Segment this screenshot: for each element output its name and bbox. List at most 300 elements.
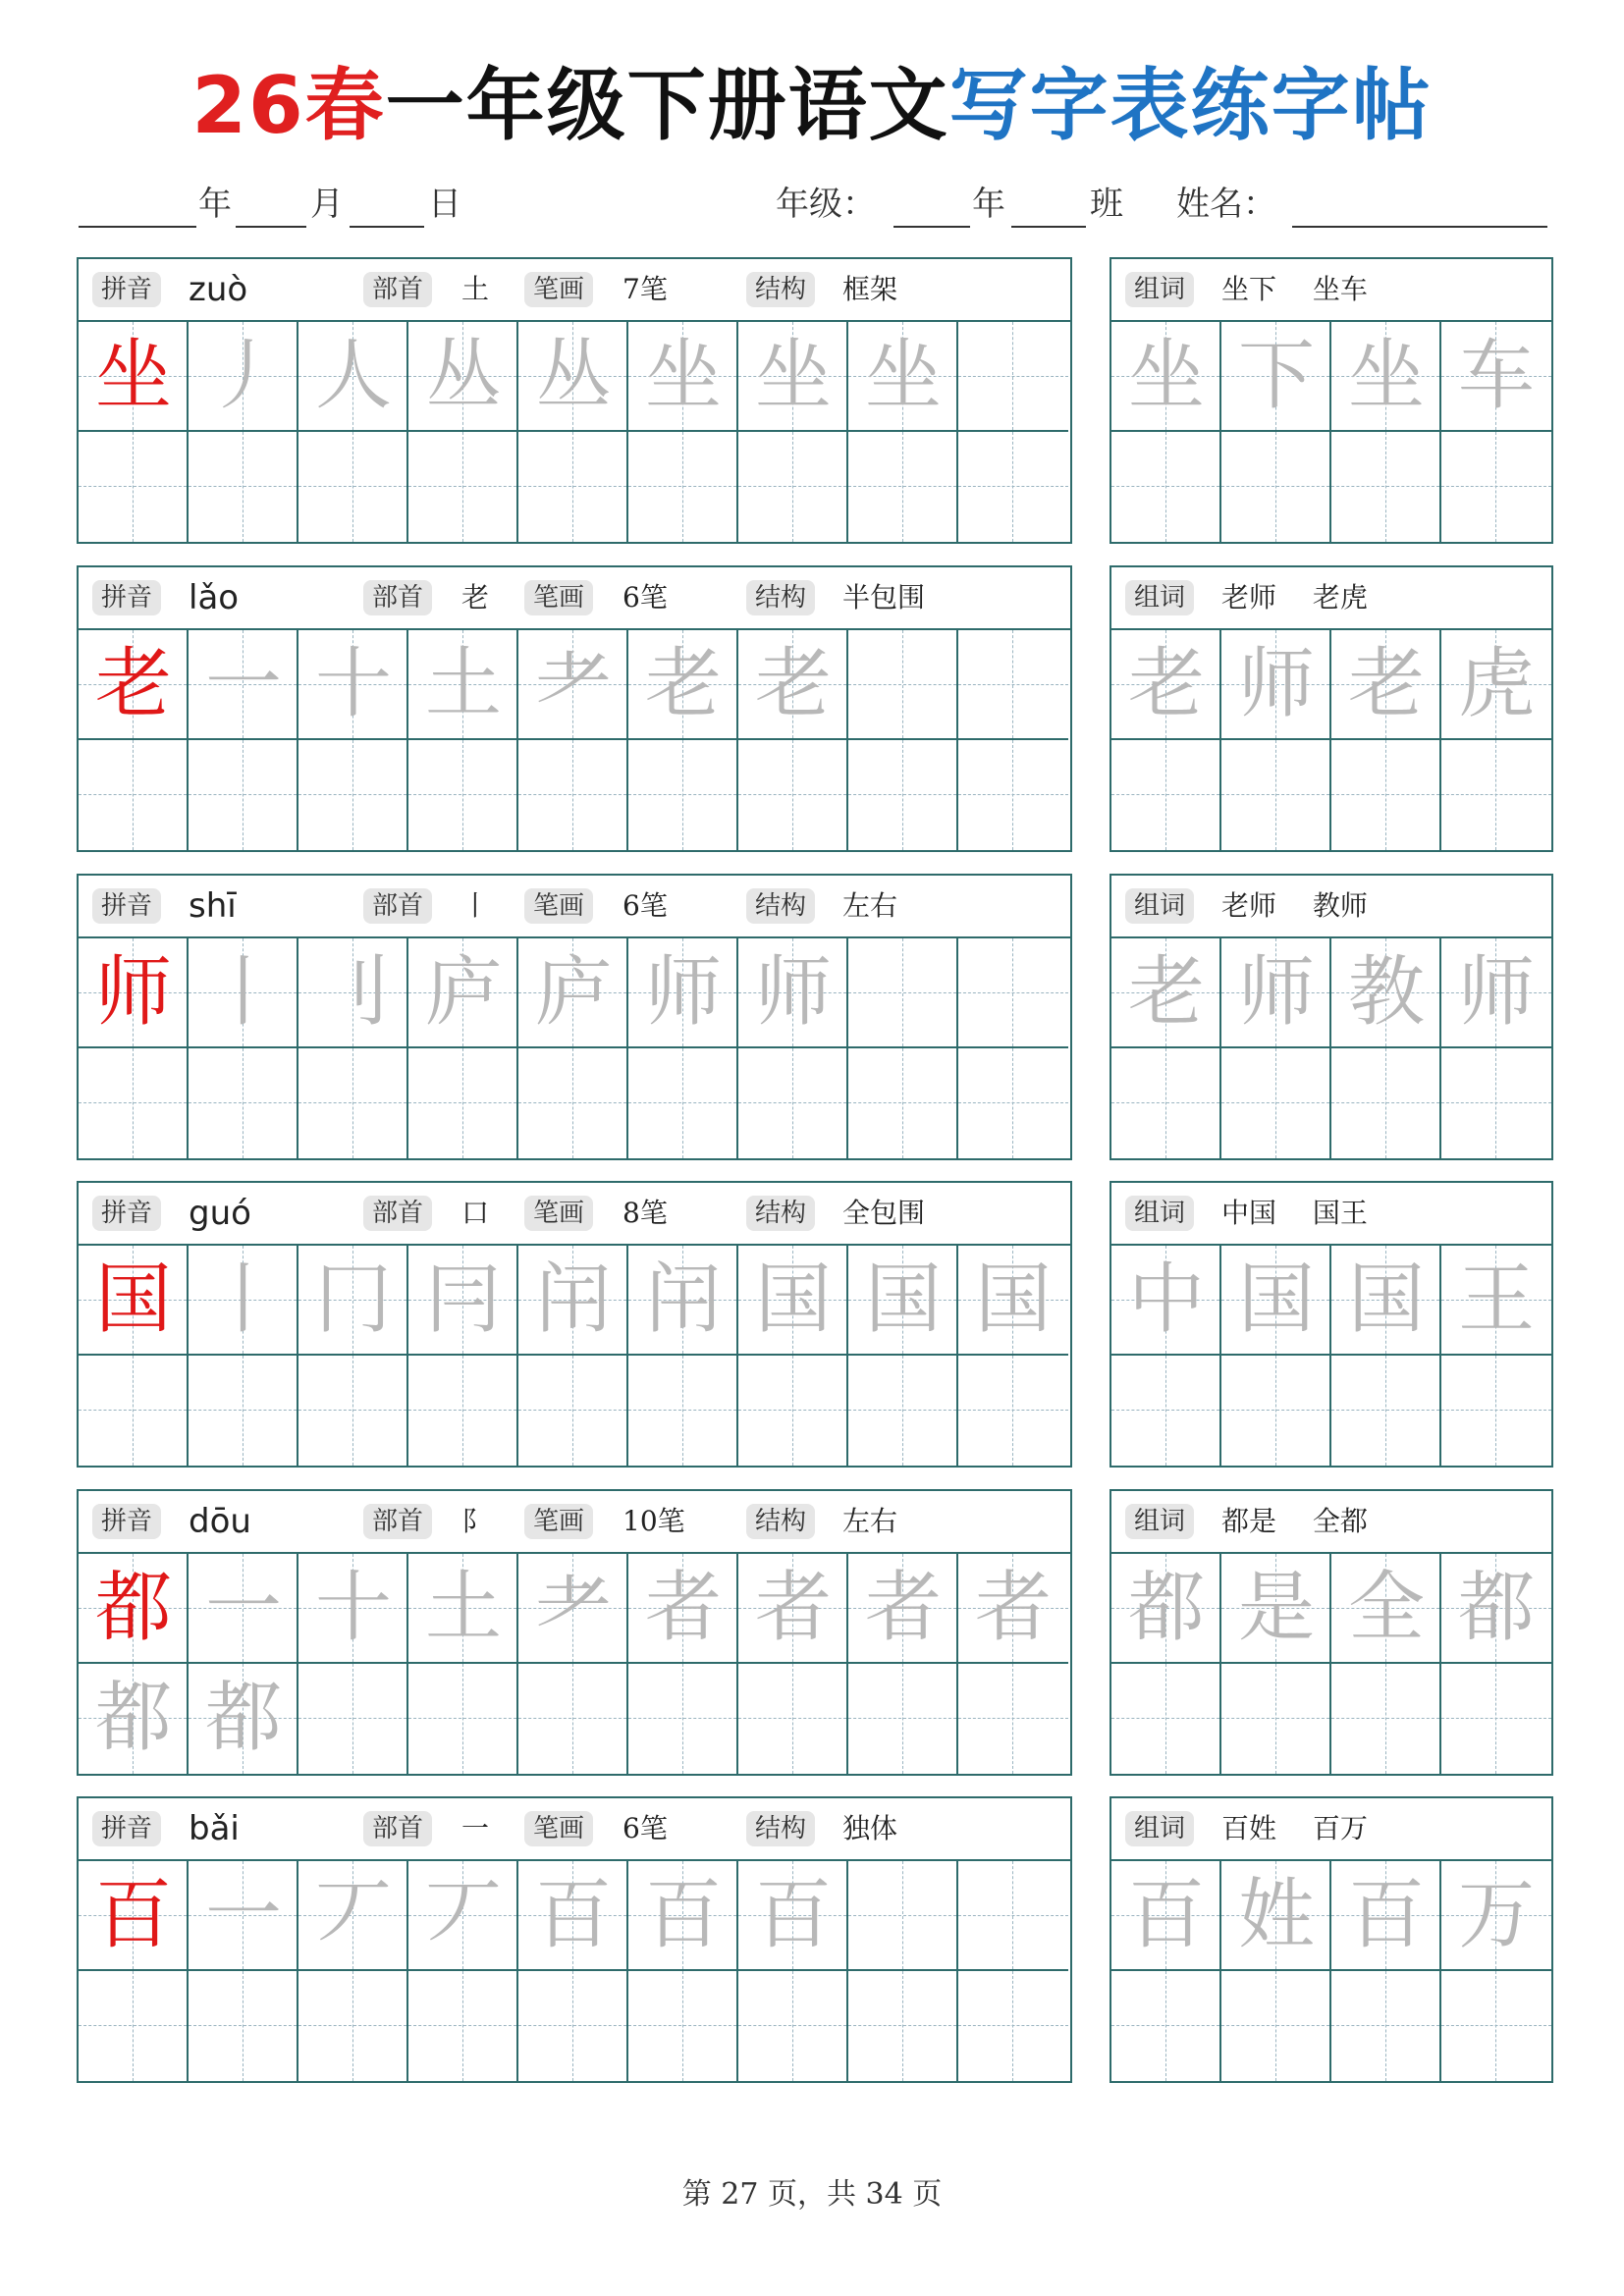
stroke-step-char: 者 bbox=[974, 1564, 1052, 1652]
pinyin-label: 拼音 bbox=[92, 1196, 161, 1231]
info-line bbox=[0, 183, 1624, 232]
grid-cell[interactable] bbox=[189, 630, 298, 740]
stroke-step-char: 丨 bbox=[204, 1255, 282, 1344]
char-practice-card bbox=[77, 1796, 1072, 2083]
grid-cell[interactable] bbox=[1331, 1971, 1441, 2081]
grid-cell[interactable] bbox=[518, 1048, 628, 1158]
grid-cell[interactable] bbox=[1111, 432, 1221, 542]
grid-cell[interactable] bbox=[1111, 740, 1221, 850]
word-trace-char: 王 bbox=[1457, 1255, 1535, 1344]
structure-value: 全包围 bbox=[842, 1197, 926, 1229]
radical-value: 口 bbox=[461, 1197, 490, 1229]
grid-cell[interactable] bbox=[1111, 1246, 1221, 1356]
grid-cell[interactable] bbox=[848, 938, 958, 1048]
grid-cell[interactable] bbox=[79, 740, 189, 850]
grid-cell[interactable] bbox=[298, 630, 408, 740]
grid-cell[interactable] bbox=[518, 1246, 628, 1356]
grid-cell[interactable] bbox=[1441, 1861, 1551, 1971]
radical-value: 老 bbox=[461, 581, 490, 614]
strokes-value: 6笔 bbox=[623, 1812, 668, 1844]
grid-cell[interactable] bbox=[1441, 1048, 1551, 1158]
grid-cell[interactable] bbox=[1221, 1356, 1331, 1466]
stroke-step-char: 百 bbox=[644, 1871, 722, 1959]
word-trace-char: 师 bbox=[1237, 640, 1315, 728]
radical-label: 部首 bbox=[363, 580, 432, 615]
char-info-header bbox=[79, 567, 1070, 630]
year-label: 年 bbox=[198, 185, 232, 224]
grid-cell[interactable] bbox=[958, 630, 1068, 740]
grid-cell[interactable] bbox=[1331, 1664, 1441, 1774]
grid-cell[interactable] bbox=[1331, 630, 1441, 740]
grid-cell[interactable] bbox=[189, 1861, 298, 1971]
grid-cell[interactable] bbox=[298, 322, 408, 432]
grid-cell[interactable] bbox=[298, 938, 408, 1048]
grid-cell[interactable] bbox=[738, 1861, 848, 1971]
words-label: 组词 bbox=[1125, 1811, 1194, 1846]
grid-cell[interactable] bbox=[1221, 740, 1331, 850]
pinyin-value: bǎi bbox=[189, 1809, 240, 1848]
grid-cell[interactable] bbox=[1221, 1554, 1331, 1664]
grid-cell[interactable] bbox=[1111, 1971, 1221, 2081]
grid-cell[interactable] bbox=[408, 1971, 518, 2081]
grid-cell[interactable] bbox=[408, 630, 518, 740]
model-char: 都 bbox=[94, 1564, 172, 1652]
char-practice-card bbox=[77, 1181, 1072, 1468]
grid-cell[interactable] bbox=[518, 630, 628, 740]
word-info-header bbox=[1111, 1798, 1551, 1861]
grid-cell[interactable] bbox=[298, 1861, 408, 1971]
radical-value: 土 bbox=[461, 273, 490, 305]
grid-cell[interactable] bbox=[189, 322, 298, 432]
grid-cell[interactable] bbox=[79, 1554, 189, 1664]
word-trace-char: 国 bbox=[1347, 1255, 1425, 1344]
structure-label: 结构 bbox=[746, 580, 815, 615]
char-info-header bbox=[79, 259, 1070, 322]
grade-year-blank bbox=[893, 226, 970, 228]
grid-cell[interactable] bbox=[1111, 1356, 1221, 1466]
grid-cell[interactable] bbox=[1221, 938, 1331, 1048]
grid-cell[interactable] bbox=[628, 1971, 738, 2081]
grid-cell[interactable] bbox=[79, 630, 189, 740]
word-practice-card bbox=[1110, 1181, 1553, 1468]
grid-cell[interactable] bbox=[738, 1048, 848, 1158]
grid-cell[interactable] bbox=[408, 1246, 518, 1356]
word-trace-char: 虎 bbox=[1457, 640, 1535, 728]
stroke-step-char: 者 bbox=[864, 1564, 942, 1652]
structure-value: 框架 bbox=[842, 273, 898, 305]
stroke-step-char: 耂 bbox=[534, 1564, 612, 1652]
stroke-step-char: 百 bbox=[754, 1871, 832, 1959]
stroke-step-char: 土 bbox=[424, 640, 502, 728]
grid-cell[interactable] bbox=[189, 432, 298, 542]
word-info-header bbox=[1111, 1491, 1551, 1554]
title-part-2: 一年级下册语文 bbox=[385, 60, 949, 151]
class-label: 班 bbox=[1090, 185, 1123, 224]
char-info-header bbox=[79, 1491, 1070, 1554]
pinyin-label: 拼音 bbox=[92, 580, 161, 615]
grid-cell[interactable] bbox=[298, 1971, 408, 2081]
grid-cell[interactable] bbox=[518, 938, 628, 1048]
grid-cell[interactable] bbox=[518, 1554, 628, 1664]
grid-cell[interactable] bbox=[738, 1664, 848, 1774]
radical-value: 丨 bbox=[461, 889, 490, 922]
words-label: 组词 bbox=[1125, 1504, 1194, 1539]
grid-cell[interactable] bbox=[298, 432, 408, 542]
grid-cell[interactable] bbox=[1111, 1554, 1221, 1664]
grid-cell[interactable] bbox=[408, 322, 518, 432]
grid-cell[interactable] bbox=[518, 432, 628, 542]
stroke-step-char: 一 bbox=[204, 1564, 282, 1652]
stroke-step-char: 师 bbox=[754, 948, 832, 1037]
word-trace-char: 国 bbox=[1237, 1255, 1315, 1344]
stroke-step-char: 庐 bbox=[424, 948, 502, 1037]
structure-value: 独体 bbox=[842, 1812, 898, 1844]
pinyin-value: shī bbox=[189, 886, 237, 926]
grid-cell[interactable] bbox=[738, 740, 848, 850]
year-blank bbox=[79, 226, 196, 228]
grid-cell[interactable] bbox=[628, 938, 738, 1048]
name-blank bbox=[1292, 226, 1547, 228]
grid-cell[interactable] bbox=[628, 1861, 738, 1971]
structure-value: 左右 bbox=[842, 1505, 898, 1537]
model-char: 坐 bbox=[94, 332, 172, 420]
grid-cell[interactable] bbox=[738, 1356, 848, 1466]
grid-cell[interactable] bbox=[628, 1048, 738, 1158]
grid-cell[interactable] bbox=[79, 1048, 189, 1158]
grid-cell[interactable] bbox=[298, 1048, 408, 1158]
pinyin-label: 拼音 bbox=[92, 272, 161, 307]
strokes-value: 6笔 bbox=[623, 889, 668, 922]
grid-cell[interactable] bbox=[1441, 740, 1551, 850]
grid-cell[interactable] bbox=[848, 1664, 958, 1774]
radical-label: 部首 bbox=[363, 888, 432, 924]
words-value: 老师 老虎 bbox=[1221, 581, 1368, 614]
grid-cell[interactable] bbox=[298, 1664, 408, 1774]
grid-cell[interactable] bbox=[408, 1356, 518, 1466]
strokes-value: 8笔 bbox=[623, 1197, 668, 1229]
grid-cell[interactable] bbox=[1221, 1861, 1331, 1971]
grid-cell[interactable] bbox=[79, 1861, 189, 1971]
grid-cell[interactable] bbox=[848, 322, 958, 432]
strokes-value: 7笔 bbox=[623, 273, 668, 305]
model-char: 老 bbox=[94, 640, 172, 728]
month-blank bbox=[236, 226, 306, 228]
char-info-header bbox=[79, 1798, 1070, 1861]
grid-cell[interactable] bbox=[189, 1356, 298, 1466]
stroke-step-char: 冂 bbox=[314, 1255, 392, 1344]
grid-cell[interactable] bbox=[1331, 322, 1441, 432]
grid-cell[interactable] bbox=[848, 1048, 958, 1158]
word-trace-char: 全 bbox=[1347, 1564, 1425, 1652]
stroke-step-char: 国 bbox=[754, 1255, 832, 1344]
pinyin-label: 拼音 bbox=[92, 888, 161, 924]
grid-cell[interactable] bbox=[189, 1554, 298, 1664]
stroke-step-char: 百 bbox=[534, 1871, 612, 1959]
grid-cell[interactable] bbox=[848, 740, 958, 850]
grid-cell[interactable] bbox=[79, 432, 189, 542]
pinyin-value: zuò bbox=[189, 270, 248, 309]
grid-cell[interactable] bbox=[408, 1554, 518, 1664]
grid-cell[interactable] bbox=[189, 1246, 298, 1356]
strokes-label: 笔画 bbox=[524, 1196, 593, 1231]
model-char: 国 bbox=[94, 1255, 172, 1344]
grid-cell[interactable] bbox=[298, 740, 408, 850]
word-info-header bbox=[1111, 567, 1551, 630]
page-footer: 第 27 页，共 34 页 bbox=[681, 2177, 943, 2212]
name-label: 姓名： bbox=[1176, 185, 1276, 224]
grid-cell[interactable] bbox=[738, 938, 848, 1048]
grid-cell[interactable] bbox=[298, 1554, 408, 1664]
grid-cell[interactable] bbox=[958, 1971, 1068, 2081]
grid-cell[interactable] bbox=[848, 630, 958, 740]
grid-cell[interactable] bbox=[189, 1048, 298, 1158]
words-label: 组词 bbox=[1125, 888, 1194, 924]
grid-cell[interactable] bbox=[1331, 1861, 1441, 1971]
grid-cell[interactable] bbox=[518, 322, 628, 432]
grid-cell[interactable] bbox=[518, 1971, 628, 2081]
grid-cell[interactable] bbox=[1441, 1664, 1551, 1774]
grid-cell[interactable] bbox=[1331, 1554, 1441, 1664]
grid-cell[interactable] bbox=[958, 1356, 1068, 1466]
grid-cell[interactable] bbox=[958, 740, 1068, 850]
grid-cell[interactable] bbox=[848, 1861, 958, 1971]
stroke-step-char: 土 bbox=[424, 1564, 502, 1652]
day-blank bbox=[350, 226, 424, 228]
grid-cell[interactable] bbox=[1111, 938, 1221, 1048]
grid-cell[interactable] bbox=[958, 1664, 1068, 1774]
word-trace-char: 老 bbox=[1127, 948, 1205, 1037]
grid-cell[interactable] bbox=[518, 1356, 628, 1466]
stroke-step-char: 国 bbox=[864, 1255, 942, 1344]
strokes-value: 10笔 bbox=[623, 1505, 685, 1537]
grid-cell[interactable] bbox=[1441, 630, 1551, 740]
grid-cell[interactable] bbox=[408, 938, 518, 1048]
grid-cell[interactable] bbox=[1331, 1356, 1441, 1466]
stroke-step-char: 者 bbox=[754, 1564, 832, 1652]
word-trace-char: 坐 bbox=[1127, 332, 1205, 420]
grid-cell[interactable] bbox=[1441, 1554, 1551, 1664]
grid-cell[interactable] bbox=[298, 1356, 408, 1466]
pinyin-label: 拼音 bbox=[92, 1504, 161, 1539]
grid-cell[interactable] bbox=[628, 1356, 738, 1466]
grid-cell[interactable] bbox=[738, 630, 848, 740]
grid-cell[interactable] bbox=[408, 1664, 518, 1774]
grid-cell[interactable] bbox=[79, 1356, 189, 1466]
grid-cell[interactable] bbox=[738, 1246, 848, 1356]
grid-cell[interactable] bbox=[189, 1664, 298, 1774]
stroke-step-char: 庐 bbox=[534, 948, 612, 1037]
stroke-step-char: 坐 bbox=[754, 332, 832, 420]
grid-cell[interactable] bbox=[1331, 740, 1441, 850]
radical-value: 阝 bbox=[461, 1505, 490, 1537]
stroke-step-char: 闬 bbox=[534, 1255, 612, 1344]
grid-cell[interactable] bbox=[958, 1048, 1068, 1158]
grid-cell[interactable] bbox=[738, 1554, 848, 1664]
grid-cell[interactable] bbox=[628, 1246, 738, 1356]
grid-cell[interactable] bbox=[1331, 1246, 1441, 1356]
grid-cell[interactable] bbox=[189, 1971, 298, 2081]
grid-cell[interactable] bbox=[1441, 938, 1551, 1048]
pinyin-label: 拼音 bbox=[92, 1811, 161, 1846]
char-practice-card bbox=[77, 565, 1072, 852]
grid-cell[interactable] bbox=[1221, 1664, 1331, 1774]
grid-cell[interactable] bbox=[628, 740, 738, 850]
grid-cell[interactable] bbox=[958, 322, 1068, 432]
model-char: 百 bbox=[94, 1871, 172, 1959]
grid-cell[interactable] bbox=[738, 1971, 848, 2081]
word-info-header bbox=[1111, 1183, 1551, 1246]
stroke-step-char: 十 bbox=[314, 1564, 392, 1652]
grid-cell[interactable] bbox=[1221, 1971, 1331, 2081]
grid-cell[interactable] bbox=[79, 1664, 189, 1774]
word-trace-char: 教 bbox=[1347, 948, 1425, 1037]
grid-cell[interactable] bbox=[1221, 630, 1331, 740]
stroke-step-char: 丆 bbox=[314, 1871, 392, 1959]
words-label: 组词 bbox=[1125, 580, 1194, 615]
grid-cell[interactable] bbox=[1331, 1048, 1441, 1158]
grid-cell[interactable] bbox=[958, 1554, 1068, 1664]
grid-cell[interactable] bbox=[518, 740, 628, 850]
words-value: 都是 全都 bbox=[1221, 1505, 1368, 1537]
grade-label: 年级： bbox=[776, 185, 876, 224]
strokes-value: 6笔 bbox=[623, 581, 668, 614]
grid-cell[interactable] bbox=[79, 938, 189, 1048]
char-practice-card bbox=[77, 874, 1072, 1160]
grid-cell[interactable] bbox=[1221, 432, 1331, 542]
grid-cell[interactable] bbox=[408, 1861, 518, 1971]
grid-cell[interactable] bbox=[1221, 1246, 1331, 1356]
grade-year-label: 年 bbox=[972, 185, 1005, 224]
word-trace-char: 师 bbox=[1457, 948, 1535, 1037]
grid-cell[interactable] bbox=[1441, 1356, 1551, 1466]
word-trace-char: 都 bbox=[1457, 1564, 1535, 1652]
word-practice-card bbox=[1110, 1489, 1553, 1776]
grid-cell[interactable] bbox=[518, 1861, 628, 1971]
grid-cell[interactable] bbox=[408, 432, 518, 542]
word-trace-char: 老 bbox=[1127, 640, 1205, 728]
stroke-step-char: 师 bbox=[644, 948, 722, 1037]
grid-cell[interactable] bbox=[958, 1861, 1068, 1971]
grid-cell[interactable] bbox=[848, 432, 958, 542]
word-practice-card bbox=[1110, 874, 1553, 1160]
stroke-step-char: 都 bbox=[204, 1674, 282, 1762]
grid-cell[interactable] bbox=[1221, 322, 1331, 432]
grid-cell[interactable] bbox=[738, 322, 848, 432]
stroke-step-char: 丛 bbox=[534, 332, 612, 420]
words-value: 老师 教师 bbox=[1221, 889, 1368, 922]
grid-cell[interactable] bbox=[848, 1554, 958, 1664]
grid-cell[interactable] bbox=[1111, 1861, 1221, 1971]
pinyin-value: lǎo bbox=[189, 578, 240, 617]
page-title bbox=[0, 57, 1624, 155]
strokes-label: 笔画 bbox=[524, 272, 593, 307]
stroke-step-char: 一 bbox=[204, 1871, 282, 1959]
grid-cell[interactable] bbox=[958, 1246, 1068, 1356]
stroke-step-char: 老 bbox=[754, 640, 832, 728]
word-trace-char: 万 bbox=[1457, 1871, 1535, 1959]
stroke-step-char: 坐 bbox=[644, 332, 722, 420]
radical-label: 部首 bbox=[363, 1196, 432, 1231]
grid-cell[interactable] bbox=[189, 740, 298, 850]
char-info-header bbox=[79, 1183, 1070, 1246]
word-trace-char: 车 bbox=[1457, 332, 1535, 420]
grid-cell[interactable] bbox=[79, 322, 189, 432]
grid-cell[interactable] bbox=[628, 630, 738, 740]
word-practice-card bbox=[1110, 1796, 1553, 2083]
grid-cell[interactable] bbox=[848, 1971, 958, 2081]
grid-cell[interactable] bbox=[1441, 432, 1551, 542]
char-practice-card bbox=[77, 1489, 1072, 1776]
words-value: 百姓 百万 bbox=[1221, 1812, 1368, 1844]
pinyin-value: dōu bbox=[189, 1502, 251, 1541]
grid-cell[interactable] bbox=[738, 432, 848, 542]
strokes-label: 笔画 bbox=[524, 1504, 593, 1539]
stroke-step-char: 一 bbox=[204, 640, 282, 728]
grid-cell[interactable] bbox=[298, 1246, 408, 1356]
grid-cell[interactable] bbox=[958, 432, 1068, 542]
grid-cell[interactable] bbox=[518, 1664, 628, 1774]
title-part-1: 26春 bbox=[191, 60, 386, 151]
grid-cell[interactable] bbox=[1331, 432, 1441, 542]
stroke-step-char: 人 bbox=[314, 332, 392, 420]
words-label: 组词 bbox=[1125, 272, 1194, 307]
strokes-label: 笔画 bbox=[524, 888, 593, 924]
word-trace-char: 中 bbox=[1127, 1255, 1205, 1344]
stroke-step-char: 国 bbox=[974, 1255, 1052, 1344]
grid-cell[interactable] bbox=[848, 1246, 958, 1356]
grid-cell[interactable] bbox=[1331, 938, 1441, 1048]
model-char: 师 bbox=[94, 948, 172, 1037]
grid-cell[interactable] bbox=[958, 938, 1068, 1048]
words-value: 中国 国王 bbox=[1221, 1197, 1368, 1229]
grid-cell[interactable] bbox=[628, 322, 738, 432]
grid-cell[interactable] bbox=[628, 1554, 738, 1664]
words-value: 坐下 坐车 bbox=[1221, 273, 1368, 305]
word-trace-char: 坐 bbox=[1347, 332, 1425, 420]
word-trace-char: 姓 bbox=[1237, 1871, 1315, 1959]
structure-label: 结构 bbox=[746, 1504, 815, 1539]
structure-value: 左右 bbox=[842, 889, 898, 922]
title-part-3: 写字表练字帖 bbox=[948, 60, 1433, 151]
grid-cell[interactable] bbox=[1441, 1971, 1551, 2081]
structure-label: 结构 bbox=[746, 1811, 815, 1846]
grid-cell[interactable] bbox=[408, 740, 518, 850]
char-info-header bbox=[79, 876, 1070, 938]
word-trace-char: 百 bbox=[1127, 1871, 1205, 1959]
grid-cell[interactable] bbox=[1111, 630, 1221, 740]
grid-cell[interactable] bbox=[189, 938, 298, 1048]
grid-cell[interactable] bbox=[1111, 1048, 1221, 1158]
stroke-step-char: 闬 bbox=[644, 1255, 722, 1344]
grid-cell[interactable] bbox=[79, 1971, 189, 2081]
radical-label: 部首 bbox=[363, 1811, 432, 1846]
grid-cell[interactable] bbox=[1441, 322, 1551, 432]
grid-cell[interactable] bbox=[79, 1246, 189, 1356]
word-info-header bbox=[1111, 259, 1551, 322]
grid-cell[interactable] bbox=[628, 1664, 738, 1774]
grid-cell[interactable] bbox=[848, 1356, 958, 1466]
stroke-step-char: 丛 bbox=[424, 332, 502, 420]
stroke-step-char: 冃 bbox=[424, 1255, 502, 1344]
grid-cell[interactable] bbox=[408, 1048, 518, 1158]
grid-cell[interactable] bbox=[628, 432, 738, 542]
word-practice-card bbox=[1110, 565, 1553, 852]
grid-cell[interactable] bbox=[1221, 1048, 1331, 1158]
words-label: 组词 bbox=[1125, 1196, 1194, 1231]
grid-cell[interactable] bbox=[1111, 1664, 1221, 1774]
grid-cell[interactable] bbox=[1111, 322, 1221, 432]
grid-cell[interactable] bbox=[1441, 1246, 1551, 1356]
